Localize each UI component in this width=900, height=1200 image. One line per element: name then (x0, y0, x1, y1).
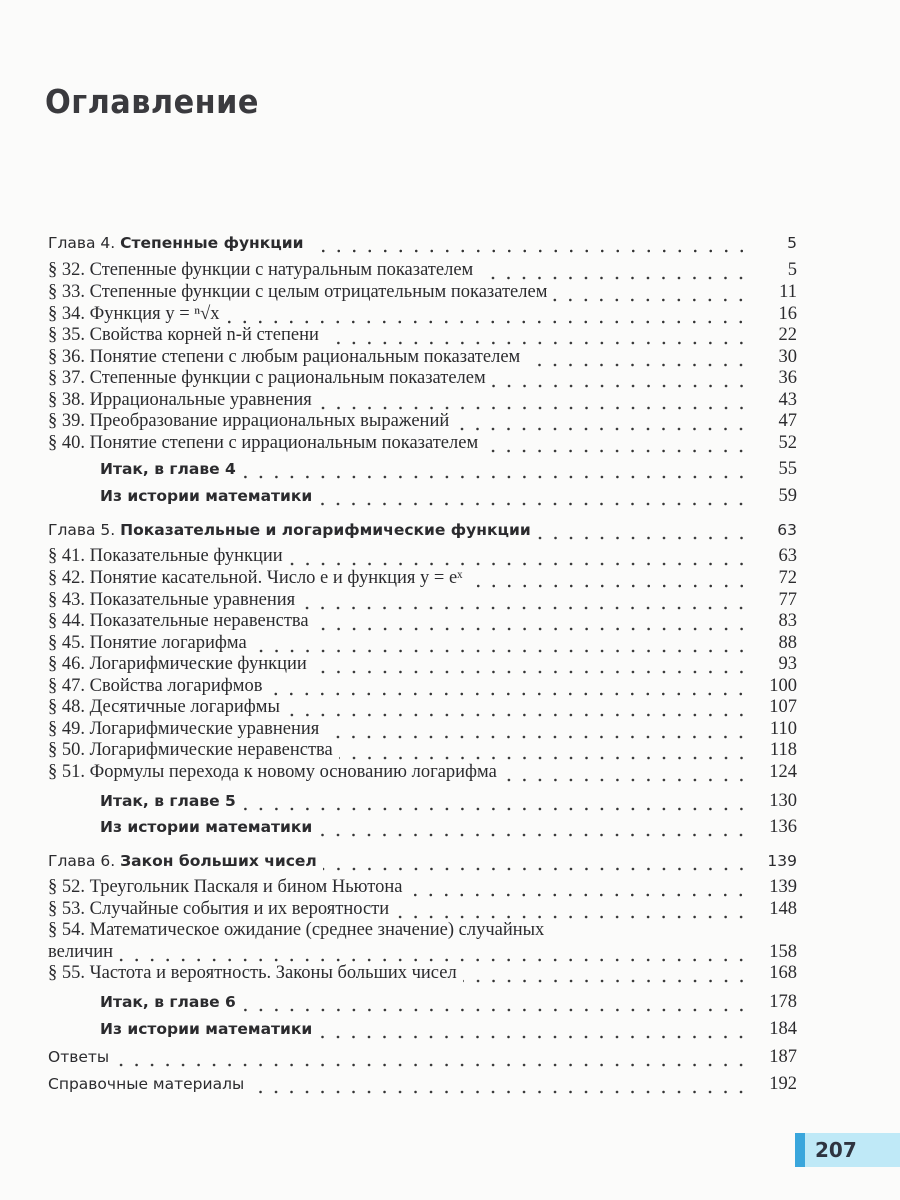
dot-leader (492, 367, 749, 389)
entry-label: Из истории математики (100, 487, 313, 505)
entry-page-number: 93 (778, 654, 797, 674)
toc-entry (48, 367, 797, 389)
entry-page-number: 192 (769, 1074, 797, 1094)
entry-label: § 38. Иррациональные уравнения (48, 390, 312, 410)
badge-strip (795, 1133, 805, 1167)
dot-leader (537, 519, 749, 541)
dot-leader (526, 346, 749, 368)
entry-page-number: 178 (769, 992, 797, 1012)
toc-entry (48, 303, 797, 325)
dot-leader (469, 567, 749, 589)
toc-entry (48, 962, 797, 984)
toc-entry (48, 718, 797, 740)
entry-label: Итак, в главе 4 (100, 460, 236, 478)
dot-leader (313, 653, 749, 675)
entry-label: § 33. Степенные функции с целым отрицательным показателем (48, 282, 548, 302)
chapter-prefix: Глава 6. (48, 852, 121, 870)
toc-entry (48, 1073, 797, 1095)
entry-label: § 50. Логарифмические неравенства (48, 740, 333, 760)
entry-page-number: 55 (778, 459, 797, 479)
dot-leader (225, 303, 749, 325)
toc-entry (48, 458, 797, 480)
entry-page-number: 118 (769, 740, 797, 760)
toc-entry (48, 610, 797, 632)
dot-leader (318, 389, 749, 411)
dot-leader (339, 739, 749, 761)
toc-entry (48, 675, 797, 697)
entry-page-number: 184 (769, 1019, 797, 1039)
toc-entry (48, 876, 797, 898)
dot-leader (242, 790, 749, 812)
entry-page-number: 72 (778, 568, 797, 588)
toc-chapter-entry (48, 519, 797, 541)
entry-label: § 46. Логарифмические функции (48, 654, 307, 674)
toc-entry (48, 432, 797, 454)
toc-entry (48, 739, 797, 761)
toc-entry (48, 920, 797, 963)
entry-label: § 45. Понятие логарифма (48, 633, 247, 653)
entry-page-number: 47 (778, 411, 797, 431)
entry-label: § 40. Понятие степени с иррациональным показателем (48, 433, 479, 453)
toc-entry (48, 589, 797, 611)
toc-entry (48, 281, 797, 303)
entry-label: Ответы (48, 1048, 110, 1066)
entry-page-number: 148 (769, 899, 797, 919)
entry-page-number: 107 (769, 697, 797, 717)
entry-label: § 48. Десятичные логарифмы (48, 697, 280, 717)
entry-page-number: 187 (769, 1047, 797, 1067)
entry-label: § 43. Показательные уравнения (48, 590, 296, 610)
entry-label: § 37. Степенные функции с рациональным показателем (48, 368, 486, 388)
toc-entry (48, 324, 797, 346)
toc-entry (48, 410, 797, 432)
dot-leader (318, 1018, 749, 1040)
entry-page-number: 5 (787, 234, 797, 252)
entry-label-line1: § 54. Математическое ожидание (среднее значение) случайных (48, 920, 545, 940)
entry-label: Справочные материалы (48, 1075, 245, 1093)
dot-leader (115, 1046, 749, 1068)
toc-entry (48, 346, 797, 368)
dot-leader (553, 281, 749, 303)
dot-leader (479, 259, 749, 281)
dot-leader (242, 458, 749, 480)
dot-leader (463, 962, 749, 984)
chapter-title: Закон больших чисел (120, 852, 317, 870)
entry-page-number: 11 (779, 282, 797, 302)
entry-page-number: 168 (769, 963, 797, 983)
dot-leader (315, 610, 749, 632)
entry-label: § 34. Функция y = ⁿ√x (48, 304, 220, 324)
entry-label: § 55. Частота и вероятность. Законы больших чисел (48, 963, 457, 983)
dot-leader (408, 876, 749, 898)
dot-leader (323, 850, 749, 872)
chapter-title: Степенные функции (120, 234, 304, 252)
dot-leader (395, 898, 749, 920)
dot-leader (289, 545, 749, 567)
toc-entry (48, 632, 797, 654)
toc-entry (48, 790, 797, 812)
toc-entry (48, 991, 797, 1013)
page-number-badge (795, 1133, 900, 1167)
dot-leader (325, 324, 749, 346)
toc-entry (48, 545, 797, 567)
dot-leader (119, 941, 749, 963)
entry-page-number: 110 (769, 719, 797, 739)
toc-entry (48, 898, 797, 920)
entry-page-number: 16 (778, 304, 797, 324)
dot-leader (503, 761, 749, 783)
entry-page-number: 139 (767, 852, 797, 870)
entry-page-number: 88 (778, 633, 797, 653)
entry-label: § 42. Понятие касательной. Число e и функция y = eˣ (48, 568, 463, 588)
entry-label: § 47. Свойства логарифмов (48, 676, 263, 696)
entry-page-number: 158 (769, 942, 797, 962)
toc-entry (48, 567, 797, 589)
entry-page-number: 139 (769, 877, 797, 897)
toc-entry (48, 389, 797, 411)
chapter-title: Показательные и логарифмические функции (120, 521, 531, 539)
entry-page-number: 130 (769, 791, 797, 811)
toc-entry (48, 696, 797, 718)
toc-chapter-entry (48, 232, 797, 254)
dot-leader (286, 696, 749, 718)
entry-page-number: 136 (769, 817, 797, 837)
dot-leader (301, 589, 749, 611)
dot-leader (242, 991, 749, 1013)
toc-entry (48, 816, 797, 838)
dot-leader (253, 632, 749, 654)
entry-page-number: 59 (778, 486, 797, 506)
entry-page-number: 5 (787, 260, 797, 280)
entry-label: § 49. Логарифмические уравнения (48, 719, 320, 739)
entry-label: Из истории математики (100, 1020, 313, 1038)
toc-entry (48, 1046, 797, 1068)
entry-label: § 39. Преобразование иррациональных выражений (48, 411, 450, 431)
entry-page-number: 43 (778, 390, 797, 410)
dot-leader (325, 718, 749, 740)
dot-leader (250, 1073, 749, 1095)
entry-page-number: 36 (778, 368, 797, 388)
entry-label: Итак, в главе 6 (100, 993, 236, 1011)
toc-entry (48, 761, 797, 783)
entry-page-number: 83 (778, 611, 797, 631)
toc-chapter-entry (48, 850, 797, 872)
page-number: 207 (815, 1138, 857, 1162)
dot-leader (455, 410, 749, 432)
dot-leader (318, 816, 749, 838)
entry-label: § 51. Формулы перехода к новому основанию логарифма (48, 762, 497, 782)
chapter-prefix: Глава 5. (48, 521, 121, 539)
entry-label: § 44. Показательные неравенства (48, 611, 309, 631)
entry-label: § 52. Треугольник Паскаля и бином Ньютона (48, 877, 403, 897)
entry-page-number: 124 (769, 762, 797, 782)
entry-label: § 35. Свойства корней n-й степени (48, 325, 319, 345)
entry-label: Итак, в главе 5 (100, 792, 236, 810)
entry-label: § 32. Степенные функции с натуральным показателем (48, 260, 474, 280)
dot-leader (268, 675, 749, 697)
dot-leader (318, 485, 749, 507)
toc-entry (48, 259, 797, 281)
entry-label: Из истории математики (100, 818, 313, 836)
dot-leader (310, 232, 750, 254)
entry-page-number: 52 (778, 433, 797, 453)
entry-page-number: 30 (778, 347, 797, 367)
entry-page-number: 77 (778, 590, 797, 610)
entry-page-number: 22 (778, 325, 797, 345)
toc-entry (48, 1018, 797, 1040)
chapter-prefix: Глава 4. (48, 234, 121, 252)
entry-page-number: 63 (777, 521, 797, 539)
dot-leader (484, 432, 749, 454)
entry-label: § 41. Показательные функции (48, 546, 283, 566)
toc-entry (48, 485, 797, 507)
entry-label: § 53. Случайные события и их вероятности (48, 899, 390, 919)
entry-page-number: 63 (778, 546, 797, 566)
toc-entry (48, 653, 797, 675)
entry-page-number: 100 (769, 676, 797, 696)
entry-label: § 36. Понятие степени с любым рациональным показателем (48, 347, 521, 367)
entry-label: величин (48, 942, 114, 962)
page-title: Оглавление (45, 82, 259, 121)
